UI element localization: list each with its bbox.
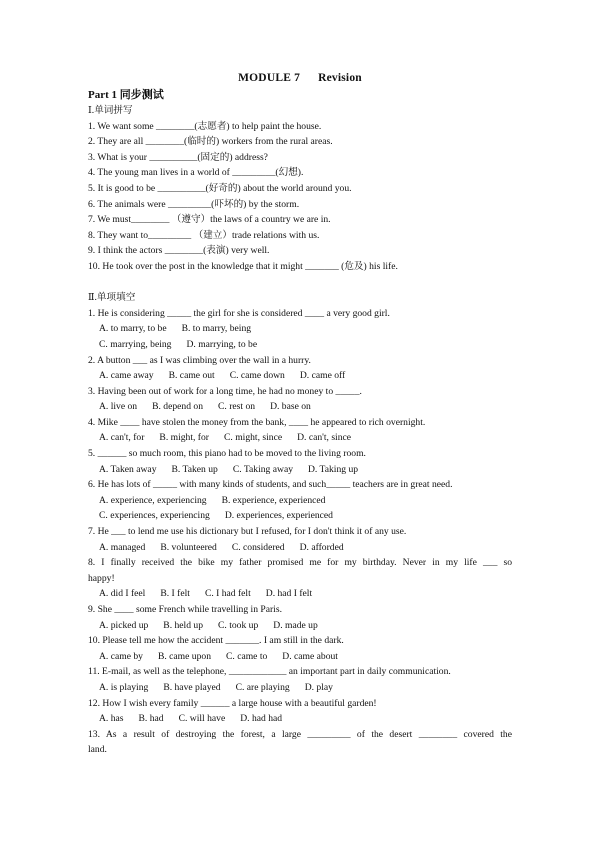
answer-option: D. had had	[240, 713, 283, 725]
section-spacer	[88, 275, 512, 291]
answer-option: C. came to	[226, 650, 268, 662]
option-row	[88, 368, 512, 384]
question-text: 2. A button ___ as I was climbing over the wall in a hurry.	[88, 354, 311, 366]
answer-option: D. came off	[299, 370, 346, 382]
spelling-item: 3. What is your __________(固定的) address?	[88, 151, 268, 163]
section-heading-spelling: Ⅰ.单词拼写	[88, 105, 133, 116]
spelling-item: 4. The young man lives in a world of _________(幻想).	[88, 167, 304, 179]
spelling-item: 7. We must________ （遵守）the laws of a country we are in.	[88, 214, 331, 226]
answer-option: B. depend on	[152, 401, 204, 413]
question-text: 5. ______ so much room, this piano had to be moved to the living room.	[88, 448, 366, 460]
question-item	[88, 664, 512, 695]
answer-option: B. Taken up	[171, 463, 218, 475]
question-text: 11. E-mail, as well as the telephone, ____________ an important part in daily communication.	[88, 666, 451, 678]
answer-option: C. took up	[218, 619, 259, 631]
question-text: 6. He has lots of _____ with many kinds of students, and such_____ teachers are in great need.	[88, 479, 453, 491]
answer-option: D. afforded	[299, 541, 344, 553]
option-row	[88, 649, 512, 665]
question-text: 13. As a result of destroying the forest, a large _________ of the desert ________ covered the	[88, 728, 512, 740]
answer-option: B. came out	[168, 370, 215, 382]
question-text: 4. Mike ____ have stolen the money from the bank, ____ he appeared to rich overnight.	[88, 416, 426, 428]
question-text: land.	[88, 744, 107, 756]
question-item	[88, 446, 512, 477]
answer-option: A. picked up	[99, 619, 149, 631]
option-row	[88, 618, 512, 634]
answer-option: B. had	[138, 713, 164, 725]
question-item	[88, 555, 512, 602]
option-row	[88, 493, 512, 509]
option-row	[88, 711, 512, 727]
option-row	[88, 540, 512, 556]
choice-questions	[88, 306, 512, 758]
question-item	[88, 353, 512, 384]
question-text: 10. Please tell me how the accident _______. I am still in the dark.	[88, 635, 344, 647]
spelling-item: 2. They are all ________(临时的) workers from the rural areas.	[88, 136, 333, 148]
answer-option: B. might, for	[159, 432, 209, 444]
answer-option: C. came down	[229, 370, 285, 382]
spelling-item: 10. He took over the post in the knowledge that it might _______ (危及) his life.	[88, 260, 398, 272]
question-text: 7. He ___ to lend me use his dictionary but I refused, for I don't think it of any use.	[88, 526, 407, 538]
answer-option: B. volunteered	[160, 541, 217, 553]
question-item	[88, 524, 512, 555]
question-text: 1. He is considering _____ the girl for she is considered ____ a very good girl.	[88, 307, 390, 319]
option-row	[88, 508, 512, 524]
part-heading: Part 1 同步测试	[88, 89, 164, 101]
answer-option: B. held up	[163, 619, 204, 631]
question-text: happy!	[88, 572, 115, 584]
option-row	[88, 462, 512, 478]
answer-option: A. did I feel	[99, 588, 146, 600]
question-item	[88, 384, 512, 415]
answer-option: D. marrying, to be	[186, 338, 258, 350]
spelling-item: 1. We want some ________(志愿者) to help paint the house.	[88, 120, 322, 132]
option-row	[88, 586, 512, 602]
question-text: 8. I finally received the bike my father promised me for my birthday. Never in my life ___ so	[88, 557, 512, 569]
answer-option: C. marrying, being	[99, 338, 172, 350]
module-subtitle-text: Revision	[318, 72, 362, 84]
answer-option: C. are playing	[235, 681, 290, 693]
answer-option: A. experience, experiencing	[99, 494, 207, 506]
answer-option: C. experiences, experiencing	[99, 510, 210, 522]
spelling-item: 6. The animals were _________(吓坏的) by the storm.	[88, 198, 300, 210]
answer-option: B. experience, experienced	[221, 494, 326, 506]
answer-option: C. might, since	[224, 432, 283, 444]
answer-option: A. came away	[99, 370, 154, 382]
question-item	[88, 727, 512, 758]
answer-option: B. to marry, being	[181, 323, 252, 335]
answer-option: D. play	[304, 681, 333, 693]
answer-option: B. I felt	[160, 588, 190, 600]
section-heading-choice: Ⅱ.单项填空	[88, 292, 136, 304]
answer-option: B. have played	[163, 681, 221, 693]
answer-option: A. is playing	[99, 681, 149, 693]
option-row	[88, 430, 512, 446]
answer-option: D. base on	[270, 401, 311, 413]
option-row	[88, 321, 512, 337]
answer-option: D. Taking up	[308, 463, 359, 475]
spelling-items	[88, 119, 512, 275]
answer-option: B. came upon	[157, 650, 211, 662]
answer-option: D. made up	[273, 619, 318, 631]
answer-option: C. I had felt	[204, 588, 251, 600]
option-row	[88, 399, 512, 415]
question-item	[88, 306, 512, 353]
answer-option: A. came by	[99, 650, 143, 662]
answer-option: D. can't, since	[297, 432, 352, 444]
answer-option: A. managed	[99, 541, 146, 553]
option-row	[88, 337, 512, 353]
answer-option: D. came about	[282, 650, 338, 662]
question-item	[88, 633, 512, 664]
module-title	[0, 72, 600, 84]
answer-option: C. Taking away	[232, 463, 293, 475]
answer-option: A. live on	[99, 401, 138, 413]
module-title-text: MODULE 7	[238, 72, 301, 84]
answer-option: A. Taken away	[99, 463, 157, 475]
answer-option: A. has	[99, 713, 124, 725]
question-item	[88, 477, 512, 524]
question-item	[88, 415, 512, 446]
worksheet-content	[88, 88, 512, 758]
question-text: 9. She ____ some French while travelling in Paris.	[88, 604, 282, 615]
option-row	[88, 680, 512, 696]
answer-option: C. rest on	[218, 401, 256, 413]
question-text: 12. How I wish every family ______ a large house with a beautiful garden!	[88, 697, 377, 709]
question-item	[88, 602, 512, 633]
answer-option: A. to marry, to be	[99, 323, 167, 335]
answer-option: C. will have	[178, 713, 226, 725]
spelling-item: 9. I think the actors ________(表演) very well.	[88, 245, 270, 257]
answer-option: D. experiences, experienced	[224, 510, 333, 522]
spelling-item: 5. It is good to be __________(好奇的) about the world around you.	[88, 182, 352, 194]
answer-option: D. had I felt	[265, 588, 313, 600]
spelling-item: 8. They want to_________ （建立）trade relations with us.	[88, 229, 320, 241]
answer-option: A. can't, for	[99, 432, 145, 444]
question-item	[88, 696, 512, 727]
answer-option: C. considered	[231, 541, 285, 553]
question-text: 3. Having been out of work for a long time, he had no money to _____.	[88, 385, 362, 397]
